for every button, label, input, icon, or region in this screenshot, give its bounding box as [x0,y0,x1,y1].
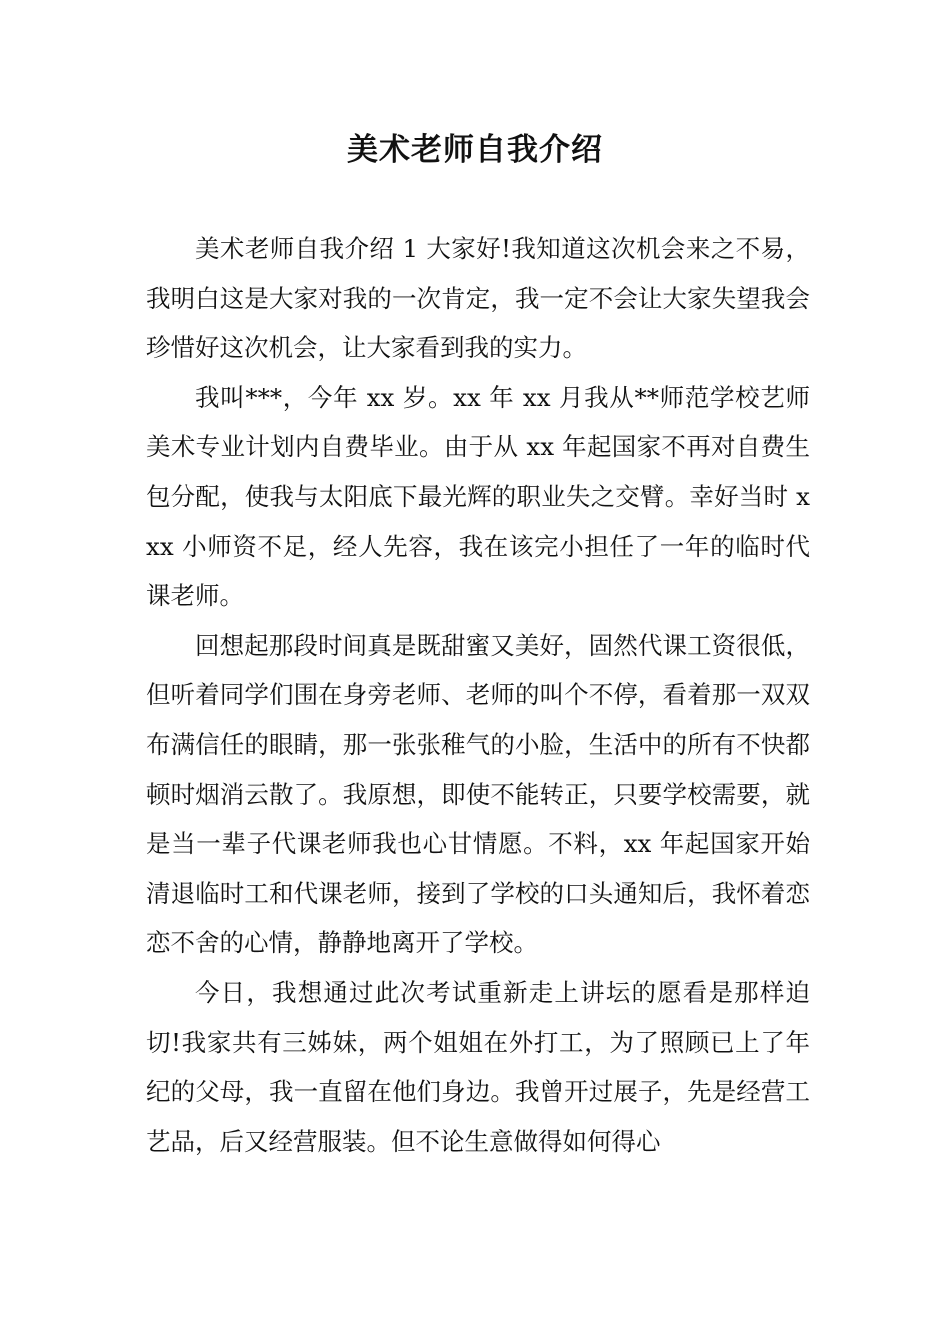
paragraph-3: 回想起那段时间真是既甜蜜又美好，固然代课工资很低，但听着同学们围在身旁老师、老师的叫个不停，看着那一双双布满信任的眼睛，那一张张稚气的小脸，生活中的所有不快都顿时烟消云散了。我原想，即使不能转正，只要学校需要，就是当一辈子代课老师我也心甘情愿。不料，xx 年起国家开始清退临时工和代课老师，接到了学校的口头通知后，我怀着恋恋不舍的心情，静静地离开了学校。 [146,630,810,958]
document-body [146,224,810,1166]
page-title: 美术老师自我介绍 [347,132,603,168]
paragraph-2: 我叫***，今年 xx 岁。xx 年 xx 月我从**师范学校艺师美术专业计划内自费毕业。由于从 xx 年起国家不再对自费生包分配，使我与太阳底下最光辉的职业失之交臂。幸好当时 xxx 小师资不足，经人先容，我在该完小担任了一年的临时代课老师。 [146,382,810,611]
paragraph-4: 今日，我想通过此次考试重新走上讲坛的愿看是那样迫切!我家共有三姊妹，两个姐姐在外打工，为了照顾已上了年纪的父母，我一直留在他们身边。我曾开过展子，先是经营工艺品，后又经营服装。但不论生意做得如何得心 [146,977,810,1156]
paragraph-1: 美术老师自我介绍 1 大家好!我知道这次机会来之不易，我明白这是大家对我的一次肯定，我一定不会让大家失望我会珍惜好这次机会，让大家看到我的实力。 [146,234,810,363]
